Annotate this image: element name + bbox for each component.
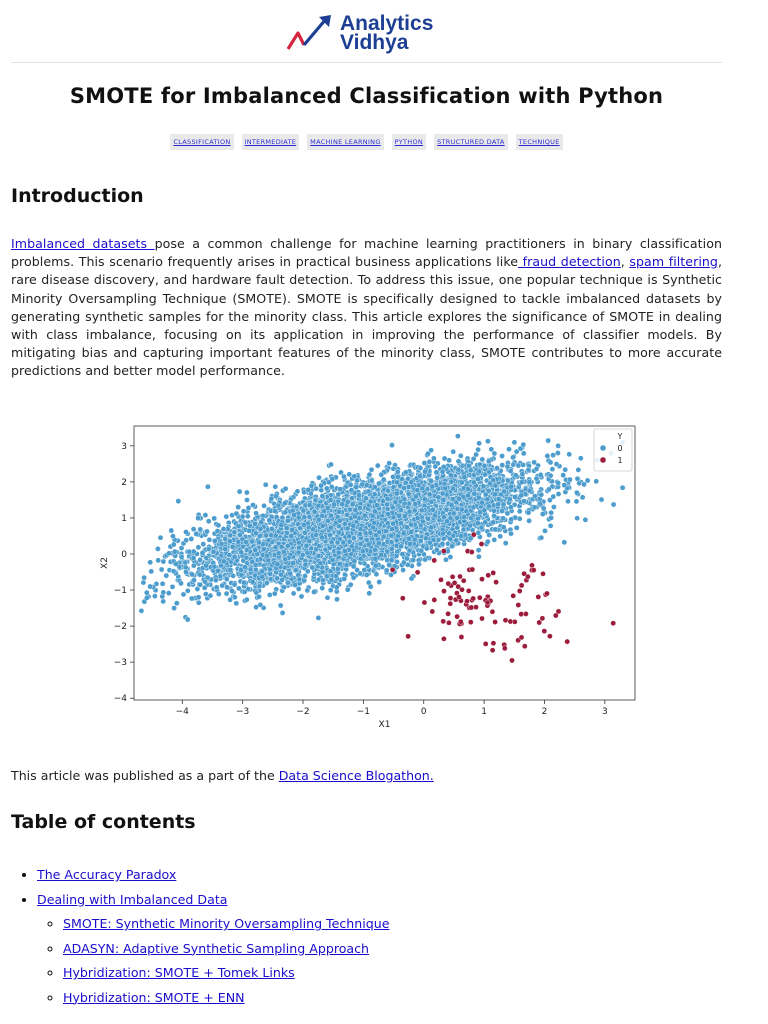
introduction-heading: Introduction [11, 185, 144, 207]
data-point [455, 434, 460, 439]
imbalanced-datasets-link[interactable]: Imbalanced datasets [11, 236, 155, 251]
data-point [575, 516, 580, 521]
data-point [401, 567, 406, 572]
intro-paragraph [11, 235, 722, 381]
data-point [567, 452, 572, 457]
data-point [155, 546, 160, 551]
data-point [324, 486, 329, 491]
brand-line-2: Vidhya [340, 31, 409, 54]
data-point [565, 499, 570, 504]
data-point [191, 527, 196, 532]
intro-text-2: , [620, 254, 630, 270]
data-point [451, 449, 456, 454]
scatter-plot [98, 420, 658, 735]
data-point [161, 599, 166, 604]
header-divider [11, 62, 722, 63]
data-point [236, 505, 241, 510]
data-point [594, 479, 599, 484]
data-point [320, 586, 325, 591]
data-point [325, 595, 330, 600]
fraud-detection-link[interactable]: fraud detection [518, 254, 621, 270]
data-point [489, 447, 494, 452]
tag-machine-learning[interactable]: MACHINE LEARNING [307, 134, 384, 150]
data-point [196, 600, 201, 605]
data-point [170, 584, 175, 589]
data-point [139, 608, 144, 613]
data-point [152, 594, 157, 599]
data-point [185, 588, 190, 593]
brand-line-1: Analytics [340, 12, 434, 35]
data-point [280, 610, 285, 615]
article-title: SMOTE for Imbalanced Classification with Python [69, 84, 664, 108]
data-point [161, 559, 166, 564]
trend-arrow-icon [286, 13, 334, 53]
data-point [548, 523, 553, 528]
spam-filtering-link[interactable]: spam filtering [629, 254, 718, 270]
intro-text-1: pose a common challenge for machine learning practitioners in binary classification problems. This scenario frequently arises in practical business applications like [11, 236, 722, 270]
analytics-vidhya-logo[interactable] [286, 10, 466, 56]
smote-scatter-figure [98, 420, 658, 735]
data-point [534, 466, 539, 471]
tag-python[interactable]: PYTHON [392, 134, 426, 150]
data-point [244, 497, 249, 502]
data-point [166, 591, 171, 596]
data-point [521, 451, 526, 456]
brand-name [340, 14, 433, 52]
tag-list [0, 134, 733, 150]
data-point [367, 472, 372, 477]
data-point [550, 467, 555, 472]
data-point [492, 537, 497, 542]
tag-technique[interactable]: TECHNIQUE [516, 134, 563, 150]
data-point [159, 567, 164, 572]
data-point [316, 615, 321, 620]
tag-intermediate[interactable]: INTERMEDIATE [242, 134, 300, 150]
intro-text-3: , rare disease discovery, and hardware fault detection. To address this issue, one popular technique is Synthetic Minority Oversampling Technique (SMOTE). SMOTE is specifically designed to tackle imbalanced datasets by generating synthetic samples for the minority class. This article explores the significance of SMOTE in dealing with class imbalance, focusing on its application in improving the performance of classifier models. By mitigating bias and capturing important features of the minority class, SMOTE contributes to more accurate predictions and better model performance. [11, 254, 723, 379]
tag-classification[interactable]: CLASSIFICATION [170, 134, 233, 150]
tag-structured-data[interactable]: STRUCTURED DATA [434, 134, 508, 150]
